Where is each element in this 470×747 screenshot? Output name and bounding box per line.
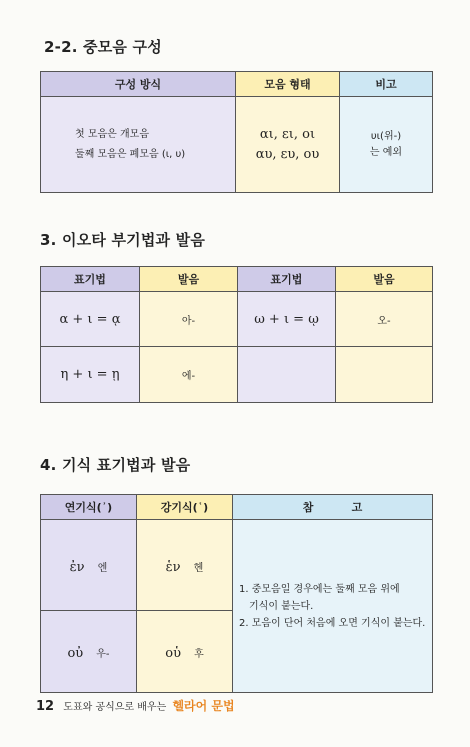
header-pronunciation-1: 발음 [140,267,238,292]
section1-title: 2-2. 중모음 구성 [44,38,162,56]
smooth-en-kr: 엔 [97,562,108,574]
notation-omega-iota: ω + ι = ῳ [238,292,336,347]
note-line1: υι(위-) [370,130,402,142]
method-line1: 첫 모음은 개모음 [75,128,149,140]
note-cell [340,97,433,193]
rough-hen-cell [137,520,233,611]
smooth-en-cell [41,520,137,611]
header-notation-1: 표기법 [41,267,140,292]
page-number: 12 [36,699,55,714]
page-footer [36,697,235,714]
header-notation-2: 표기법 [238,267,336,292]
pronunciation-a: 아- [140,292,238,347]
smooth-ou-greek: οὐ [67,646,84,661]
footer-text: 도표와 공식으로 배우는 [63,702,167,713]
section3-title: 4. 기식 표기법과 발음 [40,456,191,474]
note-2: 2. 모음이 단어 처음에 오면 기식이 붙는다. [239,617,426,629]
rough-hen-kr: 헨 [193,562,204,574]
notes-cell [233,520,433,693]
smooth-ou-kr: 우- [96,649,110,660]
empty-notation-cell [238,347,336,403]
method-cell [41,97,236,193]
pronunciation-e: 에- [140,347,238,403]
forms-line2: αυ, ευ, ου [255,146,320,162]
header-form: 모음 형태 [236,72,340,97]
forms-cell [236,97,340,193]
header-smooth-breathing: 연기식(᾿) [41,495,137,520]
header-reference: 참 고 [233,495,433,520]
note-1-cont: 기식이 붙는다. [249,600,314,612]
smooth-en-greek: ἐν [69,559,85,575]
section2-title: 3. 이오타 부기법과 발음 [40,231,206,249]
rough-hen-greek: ἑν [165,559,181,575]
forms-line1: αι, ει, οι [259,126,316,142]
rough-hou-greek: οὑ [165,646,181,661]
note-1: 1. 중모음일 경우에는 둘째 모음 위에 [239,583,400,595]
smooth-ou-cell [41,611,137,693]
pronunciation-o: 오- [336,292,433,347]
method-line2: 둘째 모음은 폐모음 (ι, υ) [75,148,186,160]
empty-pronunciation-cell [336,347,433,403]
notation-eta-iota: η + ι = ῃ [41,347,140,403]
breathing-table [40,494,433,693]
note-line2: 는 예외 [369,146,403,158]
header-pronunciation-2: 발음 [336,267,433,292]
header-note: 비고 [340,72,433,97]
header-method: 구성 방식 [41,72,236,97]
rough-hou-kr: 후 [194,649,204,660]
rough-hou-cell [137,611,233,693]
header-rough-breathing: 강기식(῾) [137,495,233,520]
diphthong-table [40,71,433,193]
notation-alpha-iota: α + ι = ᾳ [41,292,140,347]
iota-subscript-table [40,266,433,403]
book-brand: 헬라어 문법 [172,699,235,713]
